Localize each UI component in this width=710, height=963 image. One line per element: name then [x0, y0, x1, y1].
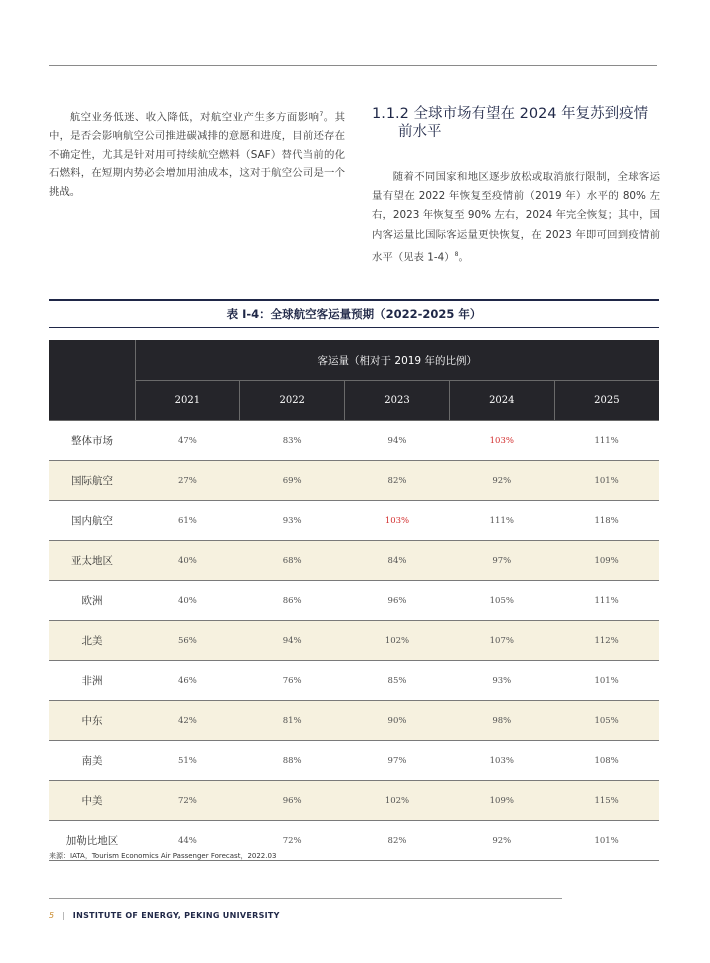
footer-divider — [49, 898, 562, 899]
left-column — [49, 106, 345, 201]
page-number: 5 — [49, 911, 55, 920]
footnote-8[interactable]: 8 — [454, 250, 459, 258]
table-row — [49, 781, 659, 821]
footer-organization: INSTITUTE OF ENERGY, PEKING UNIVERSITY — [72, 911, 280, 920]
year-header: 2023 — [345, 381, 450, 421]
table-row — [49, 701, 659, 741]
value-cell: 103% — [449, 741, 554, 781]
left-paragraph: 航空业务低迷、收入降低，对航空业产生多方面影响$^7$。其中，是否会影响航空公司推进碳减排的意愿和进度，目前还存在不确定性，尤其是针对用可持续航空燃料（SAF）替代当前的化石燃料，在短期内势必会增加用油成本，这对于航空公司是一个挑战。 — [49, 111, 346, 198]
value-cell: 92% — [449, 821, 554, 861]
row-label: 加勒比地区 — [49, 821, 135, 861]
value-cell: 115% — [554, 781, 659, 821]
row-label: 亚太地区 — [49, 541, 135, 581]
value-cell: 103% — [345, 501, 450, 541]
value-cell: 107% — [449, 621, 554, 661]
value-cell: 88% — [240, 741, 345, 781]
value-cell: 102% — [345, 781, 450, 821]
value-cell: 40% — [135, 581, 240, 621]
value-cell: 69% — [240, 461, 345, 501]
top-divider — [49, 65, 657, 66]
row-label: 国际航空 — [49, 461, 135, 501]
year-header: 2022 — [240, 381, 345, 421]
table-corner-cell — [49, 340, 135, 421]
table-row — [49, 501, 659, 541]
value-cell: 97% — [345, 741, 450, 781]
value-cell: 97% — [449, 541, 554, 581]
row-label: 中美 — [49, 781, 135, 821]
section-title: 全球市场有望在 2024 年复苏到疫情前水平 — [398, 106, 649, 140]
value-cell: 76% — [240, 661, 345, 701]
table-caption: 表 I-4：全球航空客运量预期（2022-2025 年） — [226, 307, 482, 321]
value-cell: 94% — [345, 421, 450, 461]
table-row — [49, 661, 659, 701]
footnote-7[interactable]: 7 — [319, 111, 324, 118]
value-cell: 93% — [449, 661, 554, 701]
value-cell: 98% — [449, 701, 554, 741]
value-cell: 92% — [449, 461, 554, 501]
value-cell: 83% — [240, 421, 345, 461]
value-cell: 105% — [554, 701, 659, 741]
table-source: 来源：IATA，Tourism Economics Air Passenger Forecast，2022.03 — [49, 852, 277, 860]
year-header: 2021 — [135, 381, 240, 421]
row-label: 北美 — [49, 621, 135, 661]
year-header-row — [49, 381, 659, 421]
value-cell: 111% — [554, 581, 659, 621]
right-column — [372, 105, 660, 267]
value-cell: 82% — [345, 461, 450, 501]
row-label: 国内航空 — [49, 501, 135, 541]
value-cell: 68% — [240, 541, 345, 581]
value-cell: 105% — [449, 581, 554, 621]
value-cell: 90% — [345, 701, 450, 741]
table-group-header: 客运量（相对于 2019 年的比例） — [135, 340, 659, 381]
value-cell: 96% — [345, 581, 450, 621]
row-label: 欧洲 — [49, 581, 135, 621]
passenger-forecast-table — [49, 340, 659, 861]
value-cell: 27% — [135, 461, 240, 501]
value-cell: 84% — [345, 541, 450, 581]
value-cell: 56% — [135, 621, 240, 661]
value-cell: 112% — [554, 621, 659, 661]
value-cell: 108% — [554, 741, 659, 781]
value-cell: 118% — [554, 501, 659, 541]
value-cell: 85% — [345, 661, 450, 701]
row-label: 非洲 — [49, 661, 135, 701]
table-row — [49, 421, 659, 461]
section-body: 随着不同国家和地区逐步放松或取消旅行限制，全球客运量有望在 2022 年恢复至疫情前（2019 年）水平的 80% 左右，2023 年恢复至 90% 左右，2024 年完全恢复；其中，国内客运量比国际客运量更快恢复，在 2023 年即可回到疫情前水平（见表 1-4）$^8$。 — [372, 171, 660, 264]
year-header: 2024 — [449, 381, 554, 421]
footer-separator: | — [62, 911, 65, 920]
value-cell: 101% — [554, 461, 659, 501]
value-cell: 46% — [135, 661, 240, 701]
value-cell: 101% — [554, 821, 659, 861]
value-cell: 72% — [240, 821, 345, 861]
table-caption-rule — [49, 327, 659, 328]
value-cell: 96% — [240, 781, 345, 821]
value-cell: 111% — [449, 501, 554, 541]
table-body — [49, 421, 659, 861]
value-cell: 109% — [449, 781, 554, 821]
value-cell: 101% — [554, 661, 659, 701]
value-cell: 81% — [240, 701, 345, 741]
table-row — [49, 741, 659, 781]
value-cell: 82% — [345, 821, 450, 861]
value-cell: 94% — [240, 621, 345, 661]
table-row — [49, 541, 659, 581]
value-cell: 93% — [240, 501, 345, 541]
value-cell: 44% — [135, 821, 240, 861]
value-cell: 109% — [554, 541, 659, 581]
table-row — [49, 581, 659, 621]
value-cell: 111% — [554, 421, 659, 461]
section-heading — [372, 105, 660, 141]
value-cell: 102% — [345, 621, 450, 661]
year-header: 2025 — [554, 381, 659, 421]
section-number: 1.1.2 — [372, 106, 409, 122]
value-cell: 42% — [135, 701, 240, 741]
row-label: 整体市场 — [49, 421, 135, 461]
value-cell: 103% — [449, 421, 554, 461]
value-cell: 86% — [240, 581, 345, 621]
value-cell: 72% — [135, 781, 240, 821]
value-cell: 47% — [135, 421, 240, 461]
table-top-rule — [49, 299, 659, 301]
table-row — [49, 621, 659, 661]
value-cell: 61% — [135, 501, 240, 541]
row-label: 南美 — [49, 741, 135, 781]
page-footer — [49, 911, 280, 920]
table-row — [49, 461, 659, 501]
row-label: 中东 — [49, 701, 135, 741]
value-cell: 51% — [135, 741, 240, 781]
value-cell: 40% — [135, 541, 240, 581]
